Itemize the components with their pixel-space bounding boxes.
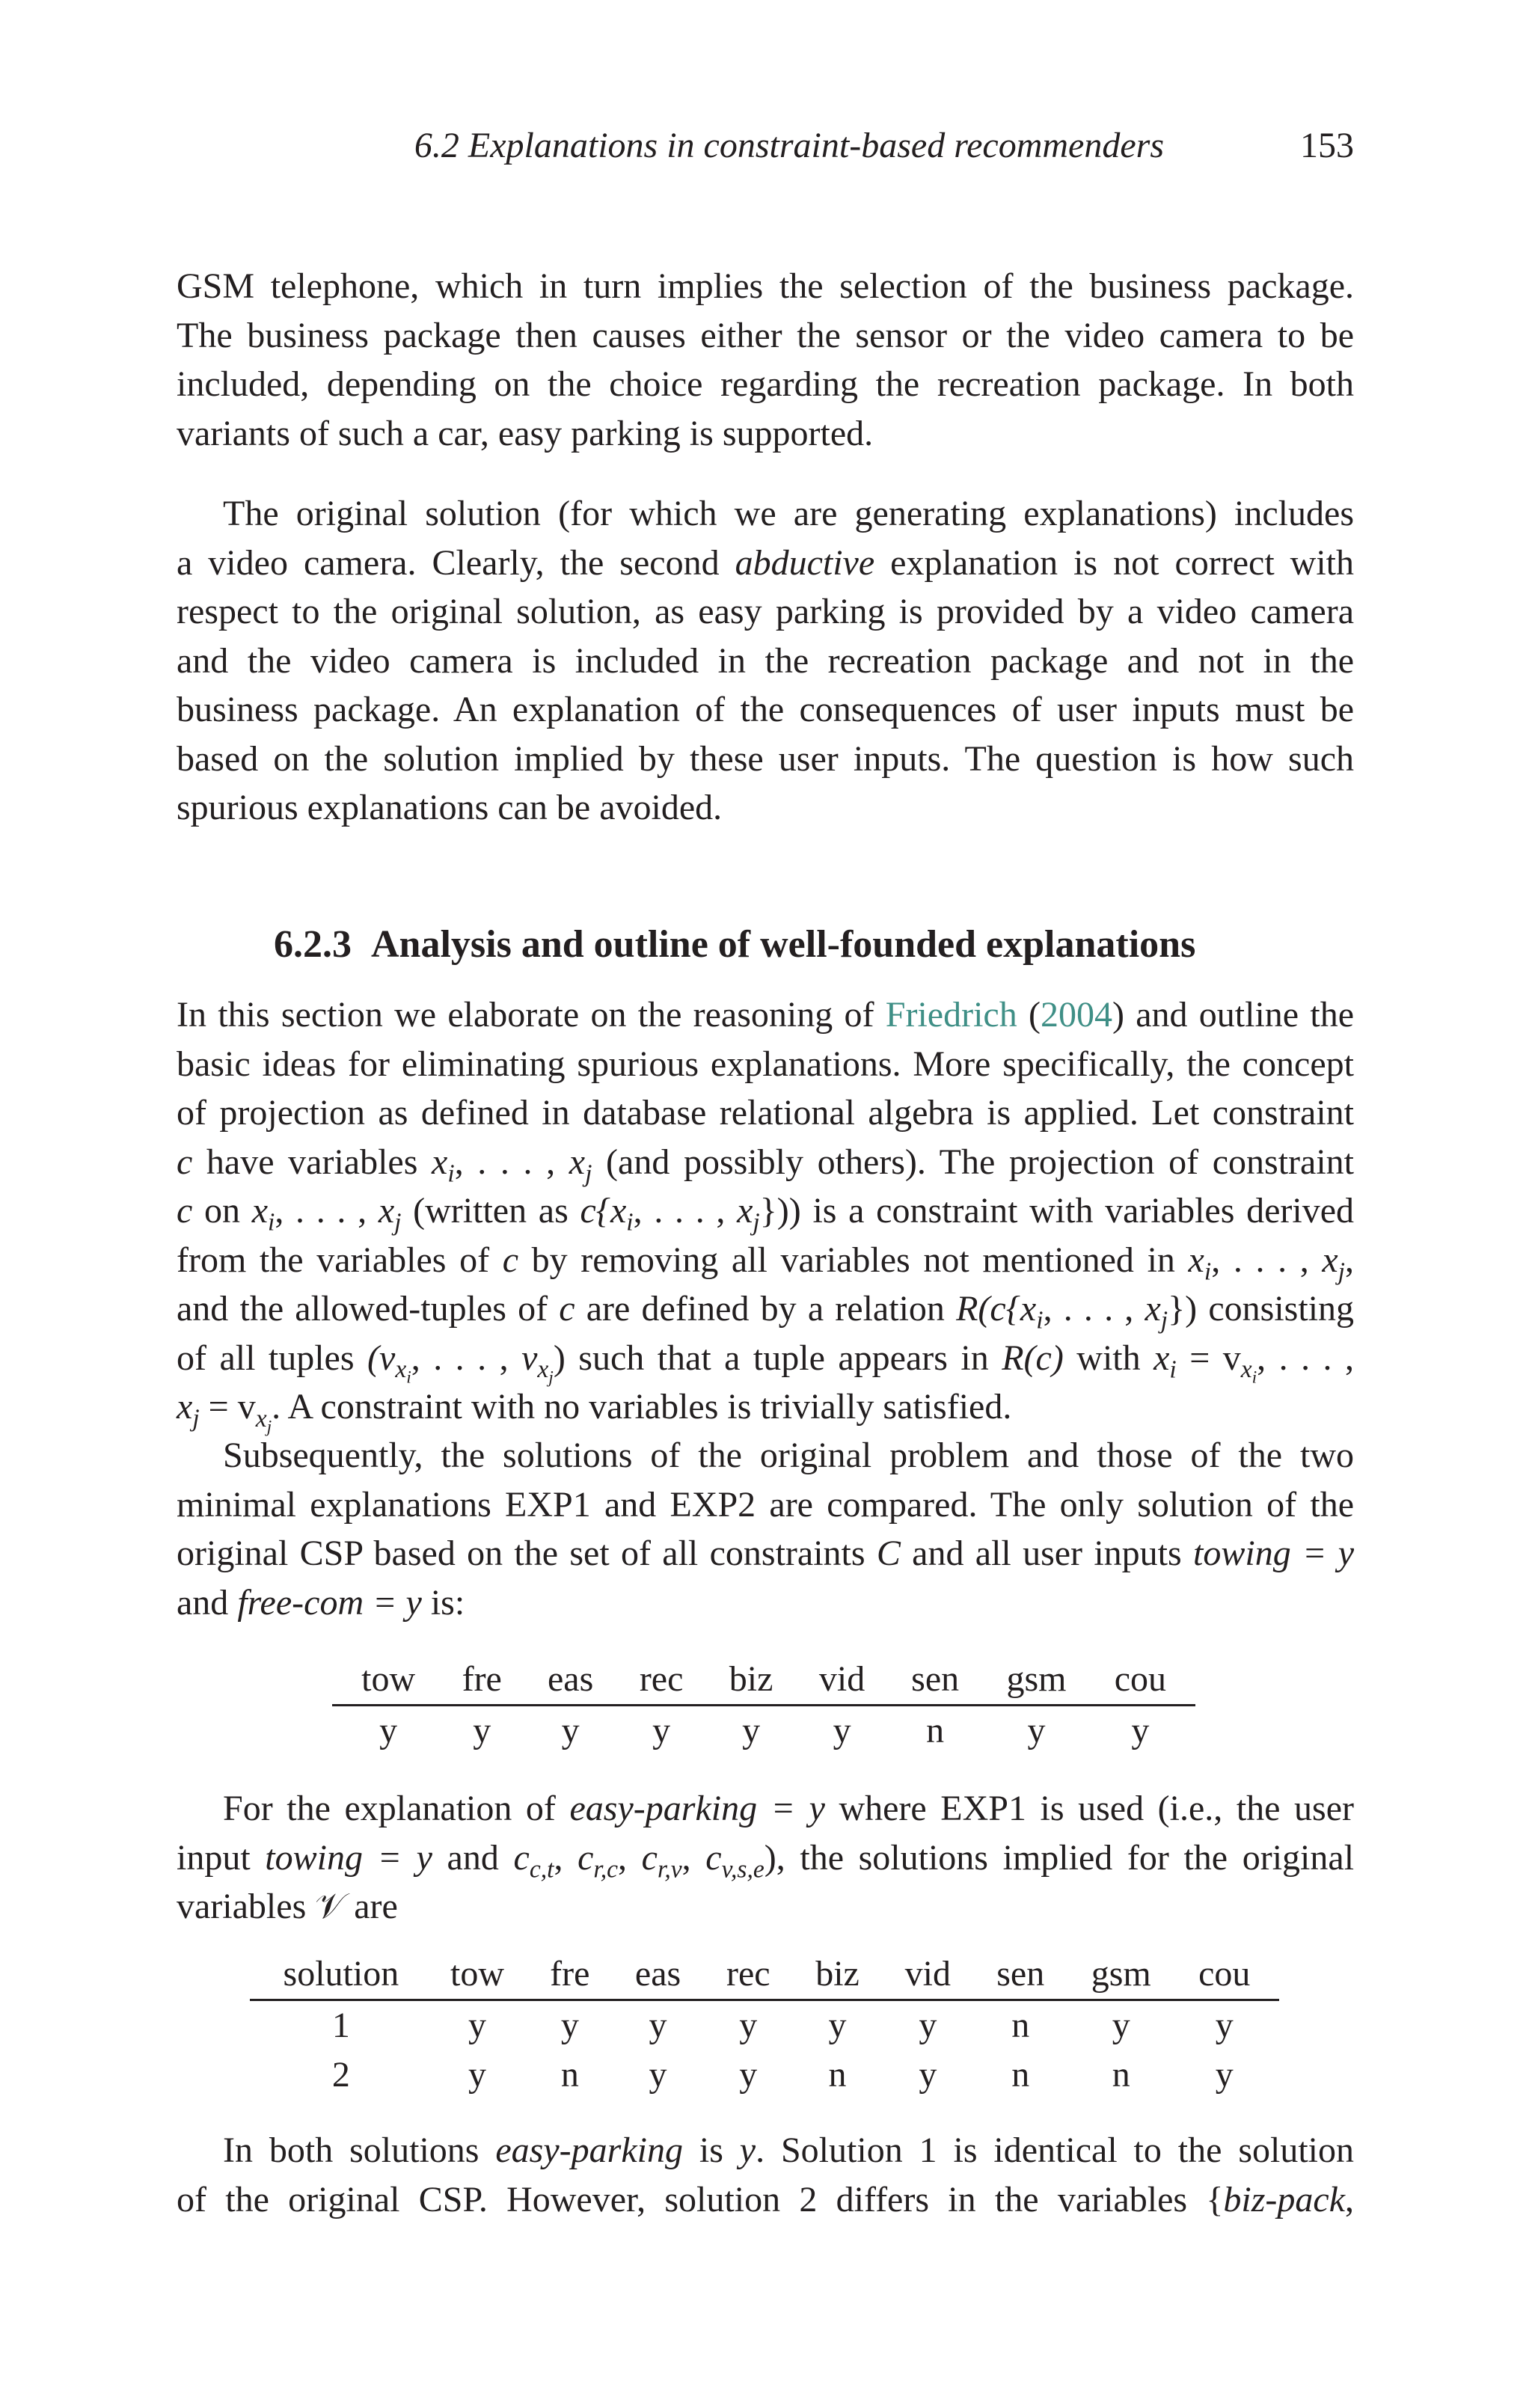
solution-table-exp1 (250, 1949, 1279, 2100)
text-line: In both solutions easy-parking is y. Solution 1 is identical to the solution (223, 2130, 1355, 2170)
text-line: and the allowed-tuples of c are defined by a relation $R(c\{x_i$, . . . , $x_j$}) consisting (177, 1289, 1355, 1335)
paragraph-3 (177, 990, 1355, 1437)
table-cell: y (828, 2006, 847, 2045)
text-line: In this section we elaborate on the reasoning of Friedrich (2004) and outline the (177, 995, 1355, 1035)
column-header: rec (616, 1655, 706, 1706)
table-row (332, 1706, 1195, 1756)
text-line: The original solution (for which we are generating explanations) includes (223, 494, 1354, 533)
column-header: solution (250, 1949, 427, 2000)
text-line: Subsequently, the solutions of the original problem and those of the two (223, 1436, 1354, 1475)
table-cell: y (560, 2006, 579, 2045)
text-line: input towing = y and $c_{c,t}$, $c_{r,c}$, $c_{r,v}$, $c_{v,s,e}$), the solutions implied for the original (177, 1837, 1355, 1884)
table-cell: y (649, 2006, 667, 2045)
text-line: of projection as defined in database relational algebra is applied. Let constraint (177, 1093, 1354, 1133)
table-cell: y (561, 1711, 580, 1750)
paragraph-4 (177, 1431, 1354, 1627)
table-row (250, 2000, 1279, 2051)
paragraph-6 (177, 2126, 1354, 2224)
table-cell: y (649, 2055, 667, 2095)
table-cell: y (468, 2055, 486, 2095)
table-cell: n (1011, 2055, 1030, 2095)
table-cell: y (919, 2006, 937, 2045)
text-line: based on the solution implied by these user inputs. The question is how such (177, 738, 1354, 779)
paragraph-1 (177, 262, 1354, 458)
text-line: original CSP based on the set of all constraints C and all user inputs towing = y (177, 1534, 1355, 1573)
running-head (177, 120, 1354, 172)
table-cell: 1 (331, 2006, 350, 2045)
column-header: cou (1175, 1949, 1279, 2000)
column-header: cou (1091, 1655, 1195, 1706)
column-header: rec (704, 1949, 793, 2000)
text-line: respect to the original solution, as easy parking is provided by a video camera (177, 592, 1354, 631)
table-cell: y (919, 2055, 937, 2095)
paragraph-2 (177, 489, 1354, 833)
column-header: eas (524, 1655, 616, 1706)
table-cell: y (468, 2006, 486, 2045)
running-head-title: 6.2 Explanations in constraint-based recommenders (414, 126, 1164, 165)
text-line: variables 𝒱 are (177, 1887, 398, 1926)
text-line: $x_j = v_{x_j}$. A constraint with no variables is trivially satisfied. (177, 1387, 1012, 1437)
section-title: Analysis and outline of well-founded explanations (371, 923, 1196, 966)
column-header: sen (974, 1949, 1067, 2000)
text-line: variants of such a car, easy parking is supported. (177, 413, 874, 453)
table-row (250, 2050, 1279, 2100)
table-cell: y (739, 2055, 758, 2095)
table-cell: y (1027, 1711, 1046, 1750)
table-cell: n (1011, 2006, 1030, 2045)
column-header: fre (439, 1655, 524, 1706)
column-header: vid (882, 1949, 973, 2000)
table-cell: n (926, 1711, 945, 1750)
solution-table-original (332, 1655, 1195, 1756)
column-header: eas (612, 1949, 703, 2000)
text-line: business package. An explanation of the consequences of user inputs must be (177, 690, 1354, 729)
table-cell: y (1112, 2006, 1130, 2045)
column-header: gsm (982, 1655, 1090, 1706)
table-cell: y (473, 1711, 491, 1750)
table-cell: y (379, 1711, 398, 1750)
citation-author-link[interactable]: Friedrich (885, 995, 1017, 1035)
table-cell: y (833, 1711, 851, 1750)
page-number: 153 (1300, 126, 1354, 165)
text-line: and free-com = y is: (177, 1582, 465, 1623)
citation-year-link[interactable]: 2004 (1040, 995, 1112, 1035)
table-cell: y (1215, 2006, 1234, 2045)
column-header: sen (888, 1655, 982, 1706)
table-cell: y (742, 1711, 761, 1750)
table-cell: y (1131, 1711, 1150, 1750)
table-cell: y (652, 1711, 671, 1750)
column-header: tow (427, 1949, 528, 2000)
table-cell: y (1215, 2055, 1234, 2095)
table-cell: y (739, 2006, 758, 2045)
section-number: 6.2.3 (274, 923, 352, 966)
section-heading (274, 919, 1195, 971)
text-line: and the video camera is included in the recreation package and not in the (177, 640, 1354, 681)
text-line: spurious explanations can be avoided. (177, 788, 723, 827)
paragraph-5 (177, 1784, 1354, 1931)
table-cell: 2 (331, 2055, 350, 2095)
text-line: For the explanation of easy-parking = y where EXP1 is used (i.e., the user (223, 1789, 1355, 1828)
column-header: gsm (1067, 1949, 1175, 2000)
column-header: biz (706, 1655, 796, 1706)
text-line: a video camera. Clearly, the second abductive explanation is not correct with (177, 542, 1354, 583)
text-line: from the variables of c by removing all variables not mentioned in $x_i$, . . . , $x_j$, (177, 1240, 1354, 1286)
table-cell: n (1112, 2055, 1130, 2095)
text-line: included, depending on the choice regarding the recreation package. In both (177, 364, 1354, 404)
text-line: basic ideas for eliminating spurious explanations. More specifically, the concept (177, 1044, 1354, 1084)
column-header: biz (793, 1949, 882, 2000)
column-header: vid (796, 1655, 888, 1706)
table-cell: n (828, 2055, 847, 2095)
text-line: c on $x_i$, . . . , $x_j$ (written as $c\{x_i$, . . . , $x_j$})) is a constraint with variables derived (177, 1191, 1355, 1237)
text-line: The business package then causes either the sensor or the video camera to be (177, 315, 1354, 355)
column-header: fre (527, 1949, 612, 2000)
text-line: of all tuples ($v_{x_i}$, . . . , $v_{x_j}$) such that a tuple appears in R(c) with $x_i = v_{x_i}$, . . . , (177, 1338, 1355, 1388)
text-line: minimal explanations EXP1 and EXP2 are compared. The only solution of the (177, 1484, 1354, 1525)
text-line: GSM telephone, which in turn implies the selection of the business package. (177, 266, 1354, 306)
text-line: c have variables $x_i$, . . . , $x_j$ (and possibly others). The projection of constraint (177, 1142, 1355, 1188)
column-header: tow (332, 1655, 439, 1706)
text-line: of the original CSP. However, solution 2 differs in the variables {biz-pack, (177, 2179, 1354, 2219)
table-cell: n (560, 2055, 579, 2095)
